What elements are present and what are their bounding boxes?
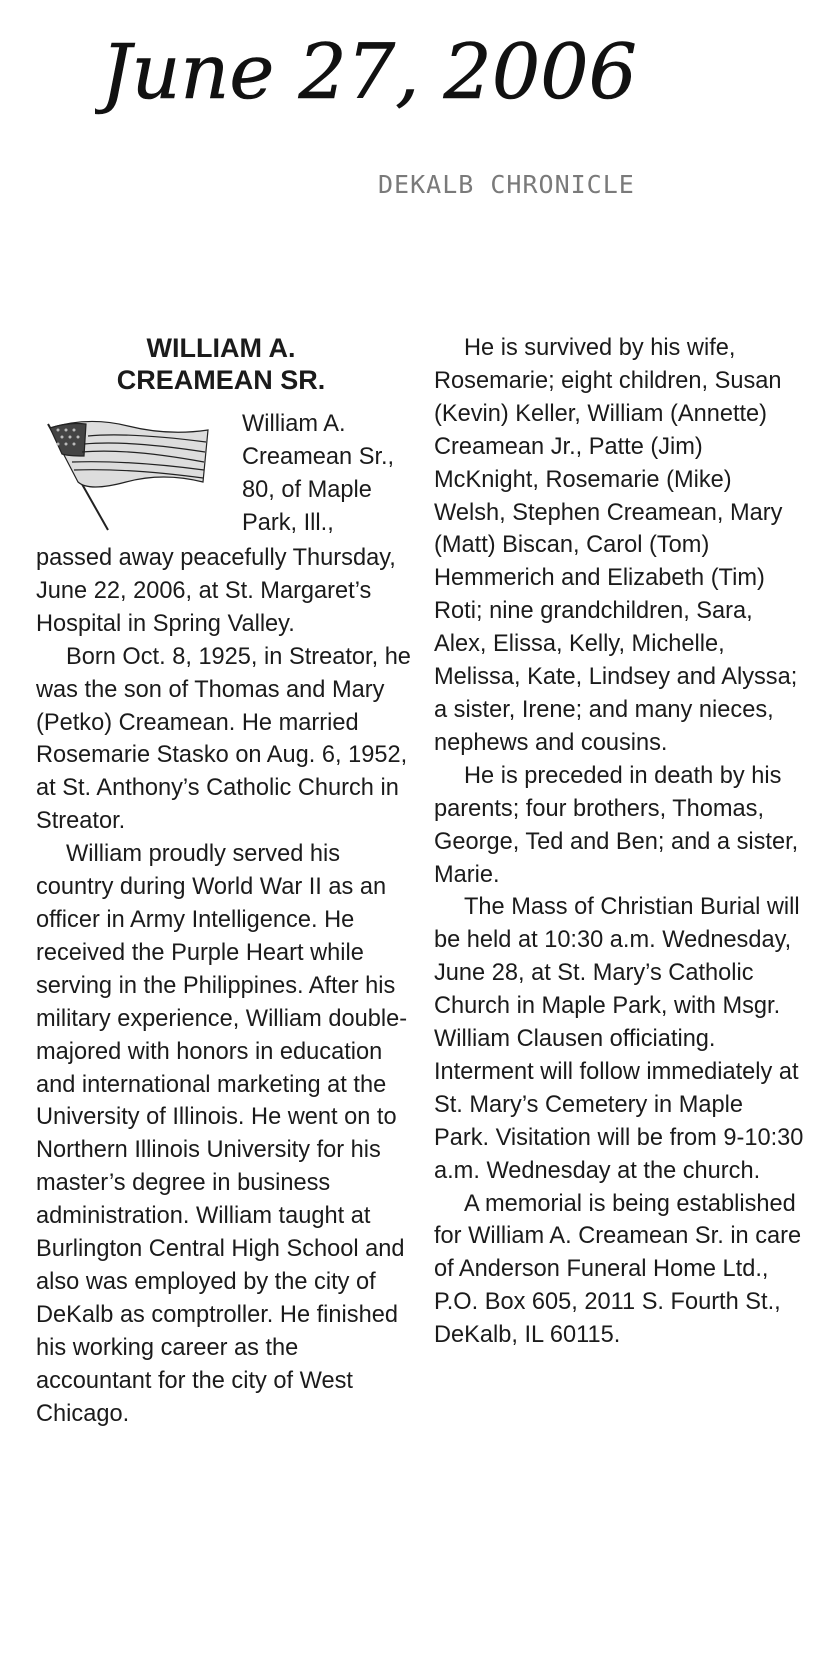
intro-line-1: William A.	[242, 411, 346, 437]
handwritten-date	[95, 20, 655, 130]
intro-paragraph: passed away peacefully Thursday, June 22, 2006, at St. Margaret’s Hospital in Spring Valley.	[36, 545, 396, 637]
career-paragraph: William proudly served his country during World War II as an officer in Army Intelligence. He received the Purple Heart while serving in the Philippines. After his military experience, William double-majored with honors in education and international marketing at the University of Illinois. He went on to Northern Illinois University for his master’s degree in business administration. William taught at Burlington Central High School and also was employed by the city of DeKalb as comptroller. He finished his working career as the accountant for the city of West Chicago.	[36, 841, 408, 1427]
newspaper-masthead: DEKALB CHRONICLE	[378, 170, 635, 199]
memorial-paragraph: A memorial is being established for William A. Creamean Sr. in care of Anderson Funeral Home Ltd., P.O. Box 605, 2011 S. Fourth St., DeKalb, IL 60115.	[434, 1190, 802, 1349]
intro-lines	[218, 408, 394, 540]
intro-line-4: Park, Ill.,	[242, 509, 334, 536]
handwritten-date-text: June 27, 2006	[101, 27, 637, 116]
intro-line-3: 80, of Maple	[242, 476, 372, 503]
mass-paragraph: The Mass of Christian Burial will be held at 10:30 a.m. Wednesday, June 28, at St. Mary’s Catholic Church in Maple Park, with Msgr. William Clausen officiating. Interment will follow immediately at St. Mary’s Cemetery in Maple Park. Visitation will be from 9-10:30 a.m. Wednesday at the church.	[434, 894, 804, 1184]
intro-line-2: Creamean Sr.,	[242, 443, 395, 470]
born-paragraph: Born Oct. 8, 1925, in Streator, he was the son of Thomas and Mary (Petko) Creamean. He married Rosemarie Stasko on Aug. 6, 1952, at St. Anthony’s Catholic Church in Streator.	[36, 643, 411, 835]
survivors-paragraph: He is survived by his wife, Rosemarie; eight children, Susan (Kevin) Keller, William (Annette) Creamean Jr., Patte (Jim) McKnight, Rosemarie (Mike) Welsh, Stephen Creamean, Mary (Matt) Biscan, Carol (Tom) Hemmerich and Elizabeth (Tim) Roti; nine grandchildren, Sara, Alex, Elissa, Kelly, Michelle, Melissa, Kate, Lindsey and Alyssa; a sister, Irene; and many nieces, nephews and cousins.	[434, 335, 798, 756]
preceded-paragraph: He is preceded in death by his parents; four brothers, Thomas, George, Ted and Ben; and a sister, Marie.	[434, 762, 799, 888]
right-column	[434, 332, 804, 1352]
obituary-headline	[36, 332, 406, 396]
left-column	[36, 332, 416, 1430]
american-flag-icon	[38, 412, 218, 542]
headline-line-2: CREAMEAN SR.	[116, 365, 326, 395]
headline-line-1: WILLIAM A.	[146, 333, 296, 363]
flag-row	[36, 408, 416, 542]
